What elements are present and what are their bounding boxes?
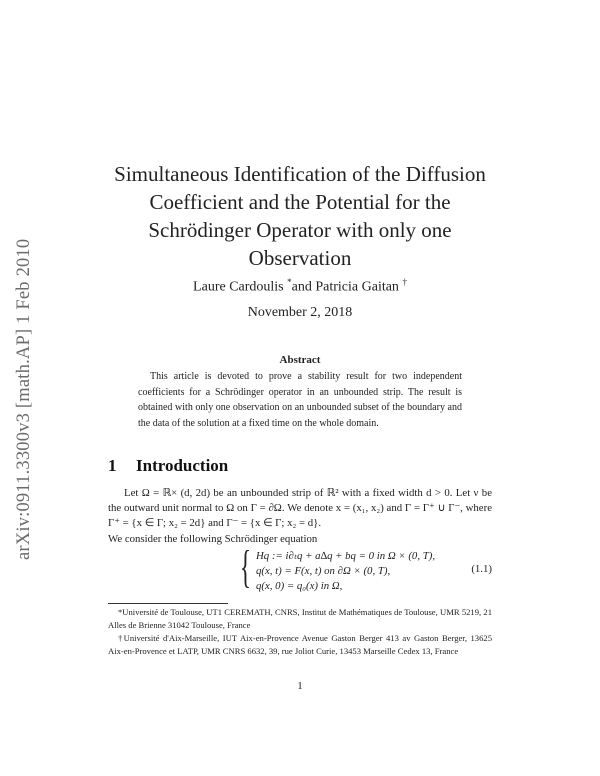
author-footnote-mark: † (402, 277, 407, 287)
section-number: 1 (108, 456, 117, 475)
footnote: *Université de Toulouse, UT1 CEREMATH, CNRS, Institut de Mathématiques de Toulouse, UMR 5219, 21 Alles de Brienne 31042 Toulouse, France (108, 607, 492, 630)
section-heading (108, 456, 228, 476)
introduction-body (108, 486, 492, 547)
footnotes (108, 606, 492, 658)
paragraph: We consider the following Schrödinger equation (108, 532, 318, 545)
paragraph: Let Ω = ℝ× (d, 2d) be an unbounded strip of ℝ² with a fixed width d > 0. Let ν be the outward unit normal to Ω on Γ = ∂Ω. We denote x = (x₁, x₂) and Γ = Γ⁺ ∪ Γ⁻, where Γ⁺ = {x ∈ Γ; x₂ = 2d} and Γ⁻ = {x ∈ Γ; x₂ = d}. (108, 487, 492, 530)
equation-line: Hq := i∂ₜq + a∆q + bq = 0 in Ω × (0, T), (256, 550, 436, 562)
left-brace: { (240, 541, 252, 592)
title-line: Observation (248, 246, 352, 270)
author-footnote-mark: * (287, 277, 292, 287)
author-list (100, 277, 500, 296)
section-title: Introduction (136, 456, 229, 475)
equation-lines (256, 549, 435, 594)
footnote-divider (108, 603, 228, 604)
equation-system (240, 541, 492, 596)
equation-line: q(x, t) = F(x, t) on ∂Ω × (0, T), (256, 565, 391, 577)
paper-title (100, 160, 500, 272)
equation-number: (1.1) (471, 563, 492, 575)
author-name-first: Laure Cardoulis (193, 279, 284, 295)
title-line: Coefficient and the Potential for the (149, 190, 451, 214)
footnote: †Université d'Aix-Marseille, IUT Aix-en-Provence Avenue Gaston Berger 413 av Gaston Berger, 13625 Aix-en-Provence et LATP, UMR CNRS 6632, 39, rue Joliot Curie, 13453 Marseille Cedex 13, France (108, 633, 492, 656)
equation-line: q(x, 0) = q₀(x) in Ω, (256, 580, 343, 592)
title-line: Simultaneous Identification of the Diffusion (114, 162, 486, 186)
title-line: Schrödinger Operator with only one (148, 218, 452, 242)
abstract-heading: Abstract (279, 354, 321, 366)
author-name-second: and Patricia Gaitan (291, 279, 399, 295)
paper-date: November 2, 2018 (247, 305, 353, 320)
abstract-text: This article is devoted to prove a stability result for two independent coefficients for a Schrödinger operator in an unbounded strip. The result is obtained with only one observation on an unbounded subset of the boundary and the data of the solution at a fixed time on the whole domain. (138, 371, 462, 429)
arxiv-identifier-stamp: arXiv:0911.3300v3 [math.AP] 1 Feb 2010 (14, 238, 34, 560)
page-number: 1 (297, 680, 303, 692)
